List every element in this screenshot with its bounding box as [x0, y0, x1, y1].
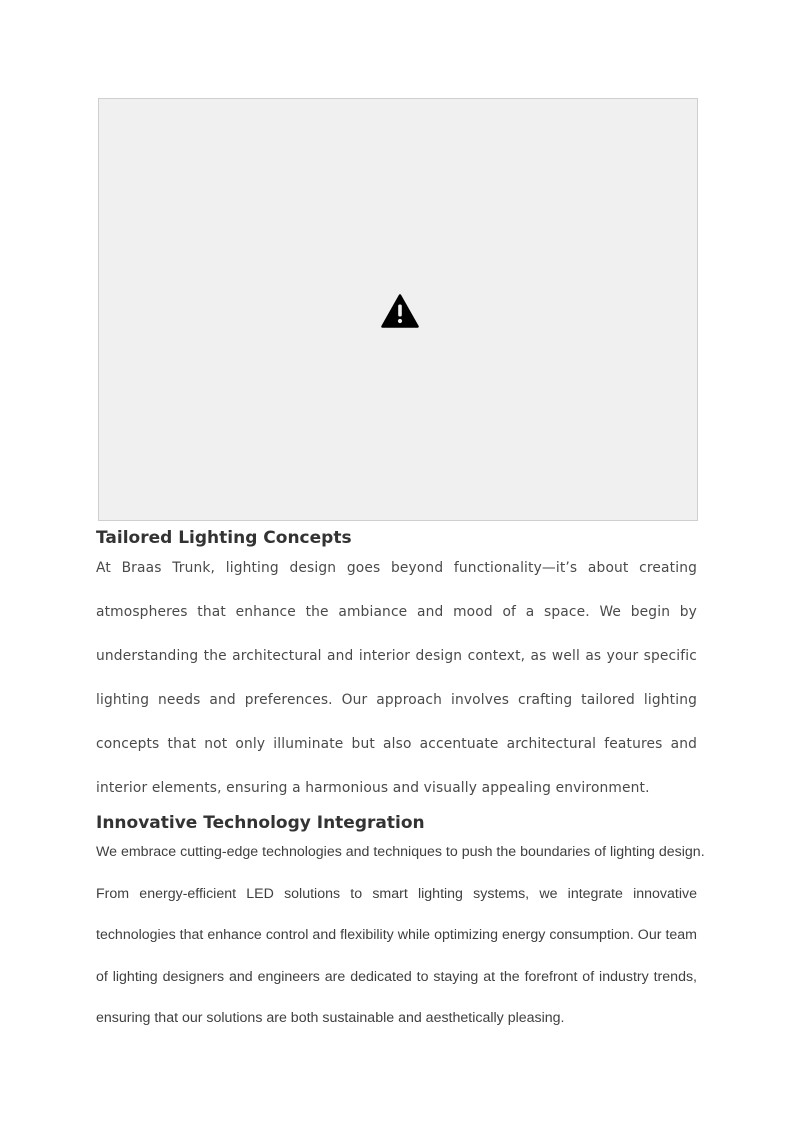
paragraph-line: technologies that enhance control and flexibility while optimizing energy consumption. Our team — [96, 927, 697, 943]
paragraph-line: From energy-efficient LED solutions to smart lighting systems, we integrate innovative — [96, 885, 697, 902]
section-title-innovative-technology: Innovative Technology Integration — [96, 813, 425, 833]
paragraph-line: At Braas Trunk, lighting design goes beyond functionality—it’s about creating — [96, 560, 697, 576]
paragraph-innovative-technology — [96, 832, 705, 1040]
paragraph-line: interior elements, ensuring a harmonious and visually appealing environment. — [96, 780, 650, 796]
paragraph-line: ensuring that our solutions are both sustainable and aesthetically pleasing. — [96, 1010, 565, 1026]
paragraph-line: of lighting designers and engineers are dedicated to staying at the forefront of industry trends, — [96, 968, 697, 985]
paragraph-line: atmospheres that enhance the ambiance and mood of a space. We begin by — [96, 604, 697, 620]
section-title-tailored-lighting: Tailored Lighting Concepts — [96, 528, 352, 548]
paragraph-line: concepts that not only illuminate but also accentuate architectural features and — [96, 736, 697, 752]
paragraph-tailored-lighting — [96, 546, 697, 810]
warning-icon — [381, 294, 419, 328]
paragraph-line: We embrace cutting-edge technologies and techniques to push the boundaries of lighting design. — [96, 844, 705, 860]
paragraph-line: lighting needs and preferences. Our approach involves crafting tailored lighting — [96, 692, 697, 708]
paragraph-line: understanding the architectural and interior design context, as well as your specific — [96, 648, 697, 664]
